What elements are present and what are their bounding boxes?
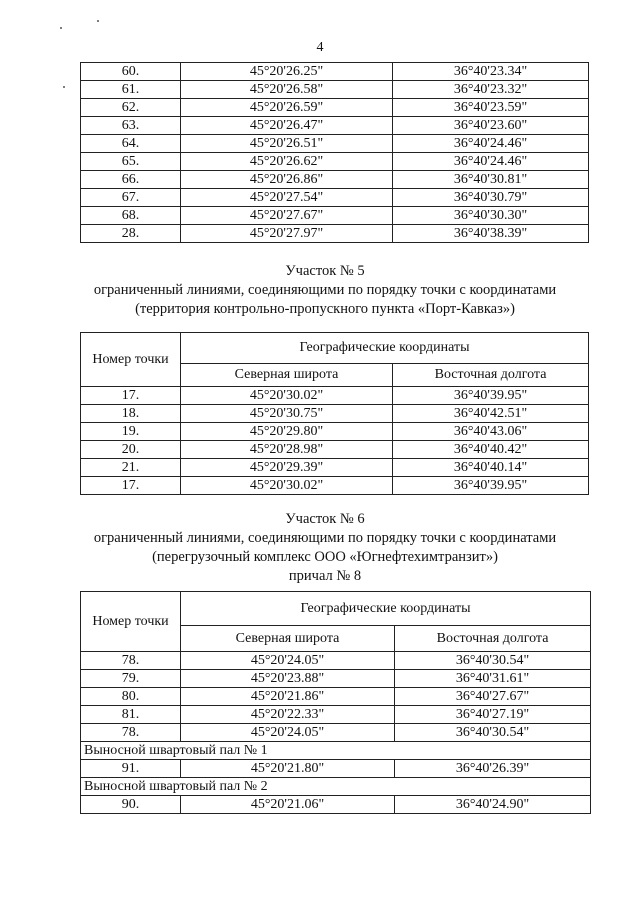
section-5-title: Участок № 5 bbox=[285, 263, 365, 279]
point-number: 28. bbox=[81, 225, 181, 243]
longitude: 36°40'31.61" bbox=[395, 670, 591, 688]
latitude: 45°20'26.58" bbox=[181, 81, 393, 99]
section-5-subtitle: (территория контрольно-пропускного пункта «Порт-Кавказ») bbox=[135, 301, 515, 317]
table-row bbox=[81, 688, 591, 706]
latitude: 45°20'21.06" bbox=[181, 796, 395, 814]
latitude: 45°20'24.05" bbox=[181, 724, 395, 742]
section-6-heading bbox=[60, 510, 590, 586]
longitude: 36°40'24.46" bbox=[393, 135, 589, 153]
coordinates-table-continued bbox=[80, 62, 589, 243]
longitude: 36°40'23.34" bbox=[393, 63, 589, 81]
longitude: 36°40'43.06" bbox=[393, 423, 589, 441]
point-number: 80. bbox=[81, 688, 181, 706]
latitude: 45°20'29.80" bbox=[181, 423, 393, 441]
header-longitude: Восточная долгота bbox=[393, 364, 589, 387]
table-row bbox=[81, 171, 589, 189]
point-number: 17. bbox=[81, 477, 181, 495]
latitude: 45°20'22.33" bbox=[181, 706, 395, 724]
point-number: 81. bbox=[81, 706, 181, 724]
point-number: 79. bbox=[81, 670, 181, 688]
point-number: 65. bbox=[81, 153, 181, 171]
latitude: 45°20'26.86" bbox=[181, 171, 393, 189]
point-number: 78. bbox=[81, 724, 181, 742]
header-geo-coordinates: Географические координаты bbox=[181, 333, 589, 364]
longitude: 36°40'24.90" bbox=[395, 796, 591, 814]
scan-speck bbox=[63, 86, 65, 88]
point-number: 78. bbox=[81, 652, 181, 670]
longitude: 36°40'30.54" bbox=[395, 724, 591, 742]
longitude: 36°40'42.51" bbox=[393, 405, 589, 423]
point-number: 19. bbox=[81, 423, 181, 441]
section-6-berth: причал № 8 bbox=[288, 568, 362, 584]
longitude: 36°40'30.81" bbox=[393, 171, 589, 189]
table-row bbox=[81, 441, 589, 459]
table-body bbox=[81, 63, 589, 243]
table-row bbox=[81, 760, 591, 778]
table-body bbox=[81, 387, 589, 495]
table-row bbox=[81, 796, 591, 814]
table-row bbox=[81, 153, 589, 171]
point-number: 90. bbox=[81, 796, 181, 814]
longitude: 36°40'24.46" bbox=[393, 153, 589, 171]
longitude: 36°40'27.67" bbox=[395, 688, 591, 706]
point-number: 18. bbox=[81, 405, 181, 423]
section-5-table bbox=[80, 332, 589, 495]
latitude: 45°20'26.25" bbox=[181, 63, 393, 81]
scan-speck bbox=[97, 20, 99, 22]
point-number: 62. bbox=[81, 99, 181, 117]
longitude: 36°40'23.60" bbox=[393, 117, 589, 135]
table-row bbox=[81, 117, 589, 135]
table-row bbox=[81, 189, 589, 207]
table-row bbox=[81, 706, 591, 724]
table-row bbox=[81, 724, 591, 742]
latitude: 45°20'21.86" bbox=[181, 688, 395, 706]
latitude: 45°20'27.67" bbox=[181, 207, 393, 225]
latitude: 45°20'26.59" bbox=[181, 99, 393, 117]
latitude: 45°20'29.39" bbox=[181, 459, 393, 477]
latitude: 45°20'28.98" bbox=[181, 441, 393, 459]
latitude: 45°20'27.54" bbox=[181, 189, 393, 207]
scan-speck bbox=[60, 27, 62, 29]
header-latitude: Северная широта bbox=[181, 626, 395, 652]
pal-1-label: Выносной швартовый пал № 1 bbox=[81, 742, 591, 760]
pal-2-label: Выносной швартовый пал № 2 bbox=[81, 778, 591, 796]
point-number: 66. bbox=[81, 171, 181, 189]
point-number: 68. bbox=[81, 207, 181, 225]
longitude: 36°40'40.42" bbox=[393, 441, 589, 459]
longitude: 36°40'39.95" bbox=[393, 477, 589, 495]
latitude: 45°20'24.05" bbox=[181, 652, 395, 670]
section-6-table bbox=[80, 591, 591, 814]
table-body bbox=[81, 652, 591, 742]
point-number: 17. bbox=[81, 387, 181, 405]
latitude: 45°20'27.97" bbox=[181, 225, 393, 243]
header-point-number: Номер точки bbox=[81, 333, 181, 387]
longitude: 36°40'40.14" bbox=[393, 459, 589, 477]
longitude: 36°40'30.79" bbox=[393, 189, 589, 207]
table-row bbox=[81, 423, 589, 441]
header-longitude: Восточная долгота bbox=[395, 626, 591, 652]
table-row bbox=[81, 99, 589, 117]
table-row bbox=[81, 225, 589, 243]
table-row bbox=[81, 405, 589, 423]
table-row bbox=[81, 652, 591, 670]
longitude: 36°40'39.95" bbox=[393, 387, 589, 405]
point-number: 63. bbox=[81, 117, 181, 135]
point-number: 60. bbox=[81, 63, 181, 81]
header-latitude: Северная широта bbox=[181, 364, 393, 387]
latitude: 45°20'21.80" bbox=[181, 760, 395, 778]
section-6-description: ограниченный линиями, соединяющими по порядку точки с координатами bbox=[93, 530, 557, 546]
longitude: 36°40'27.19" bbox=[395, 706, 591, 724]
point-number: 91. bbox=[81, 760, 181, 778]
longitude: 36°40'23.32" bbox=[393, 81, 589, 99]
table-row bbox=[81, 459, 589, 477]
table-row bbox=[81, 742, 591, 760]
section-5-description: ограниченный линиями, соединяющими по порядку точки с координатами bbox=[93, 282, 557, 298]
section-6-subtitle: (перегрузочный комплекс ООО «Югнефтехимтранзит») bbox=[152, 549, 498, 565]
latitude: 45°20'26.62" bbox=[181, 153, 393, 171]
header-point-number: Номер точки bbox=[81, 592, 181, 652]
table-row bbox=[81, 387, 589, 405]
latitude: 45°20'30.02" bbox=[181, 477, 393, 495]
longitude: 36°40'26.39" bbox=[395, 760, 591, 778]
table-row bbox=[81, 477, 589, 495]
latitude: 45°20'26.51" bbox=[181, 135, 393, 153]
section-6-title: Участок № 6 bbox=[285, 511, 365, 527]
longitude: 36°40'23.59" bbox=[393, 99, 589, 117]
table-row bbox=[81, 670, 591, 688]
point-number: 64. bbox=[81, 135, 181, 153]
page-number: 4 bbox=[316, 40, 324, 55]
longitude: 36°40'38.39" bbox=[393, 225, 589, 243]
section-5-heading bbox=[60, 262, 590, 319]
latitude: 45°20'23.88" bbox=[181, 670, 395, 688]
latitude: 45°20'30.02" bbox=[181, 387, 393, 405]
table-row bbox=[81, 81, 589, 99]
point-number: 21. bbox=[81, 459, 181, 477]
point-number: 20. bbox=[81, 441, 181, 459]
table-row bbox=[81, 63, 589, 81]
table-row bbox=[81, 135, 589, 153]
table-row bbox=[81, 207, 589, 225]
pal-rows bbox=[81, 742, 591, 814]
table-row bbox=[81, 778, 591, 796]
latitude: 45°20'26.47" bbox=[181, 117, 393, 135]
latitude: 45°20'30.75" bbox=[181, 405, 393, 423]
header-geo-coordinates: Географические координаты bbox=[181, 592, 591, 626]
longitude: 36°40'30.30" bbox=[393, 207, 589, 225]
longitude: 36°40'30.54" bbox=[395, 652, 591, 670]
point-number: 61. bbox=[81, 81, 181, 99]
point-number: 67. bbox=[81, 189, 181, 207]
